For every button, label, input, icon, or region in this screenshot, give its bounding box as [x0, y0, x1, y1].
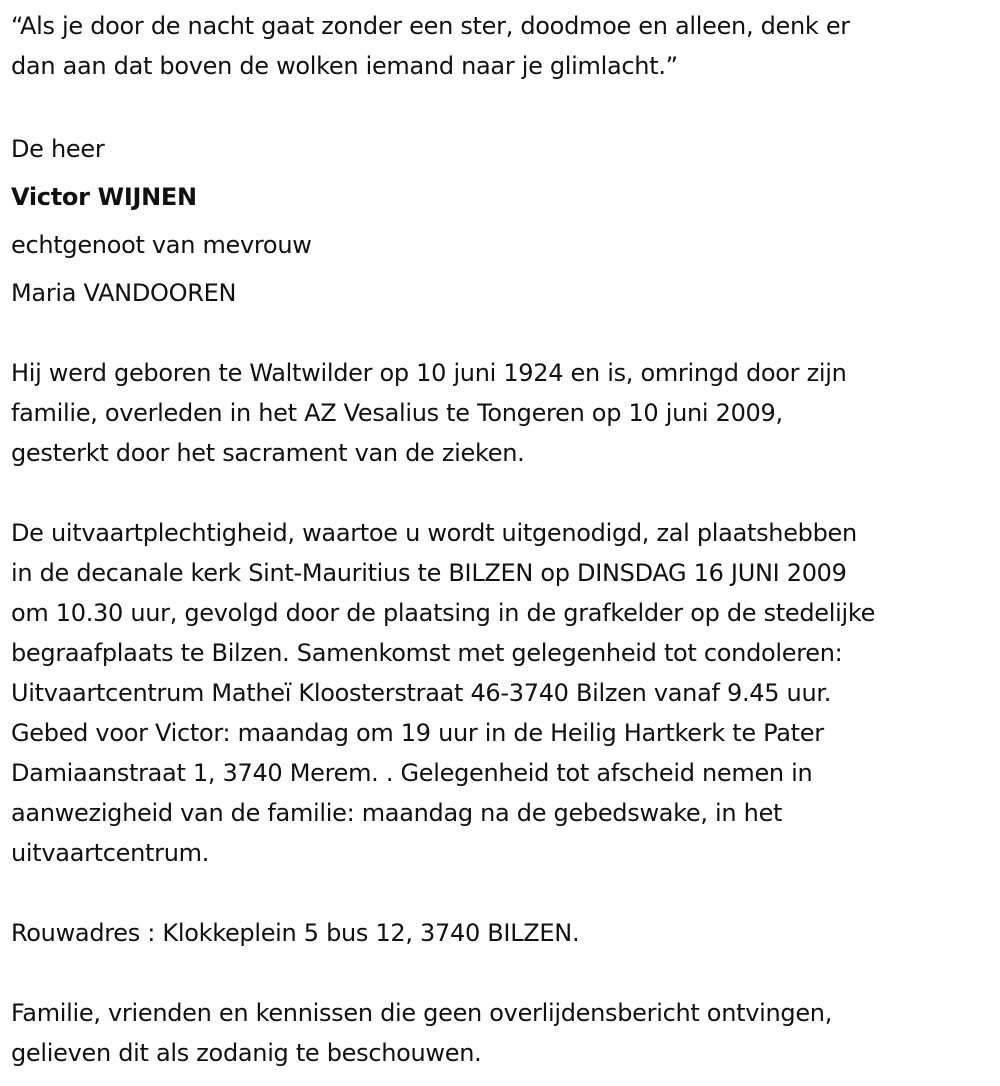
paragraph-line: De uitvaartplechtigheid, waartoe u wordt uitgenodigd, zal plaatshebben — [11, 519, 857, 547]
paragraph-line: gesterkt door het sacrament van de zieken. — [11, 439, 525, 467]
deceased-block — [11, 125, 995, 317]
paragraph-line: aanwezigheid van de familie: maandag na de gebedswake, in het — [11, 799, 783, 827]
quote-line: “Als je door de nacht gaat zonder een ster, doodmoe en alleen, denk er — [11, 12, 850, 40]
spacer — [11, 873, 995, 913]
spacer — [11, 317, 995, 353]
spacer — [11, 953, 995, 993]
closing-paragraph — [11, 993, 995, 1073]
paragraph-line: begraafplaats te Bilzen. Samenkomst met gelegenheid tot condoleren: — [11, 639, 843, 667]
opening-quote — [11, 6, 995, 86]
birth-death-paragraph — [11, 353, 995, 473]
paragraph-line: familie, overleden in het AZ Vesalius te Tongeren op 10 juni 2009, — [11, 399, 783, 427]
mourning-address — [11, 913, 995, 953]
paragraph-line: Gebed voor Victor: maandag om 19 uur in de Heilig Hartkerk te Pater — [11, 719, 824, 747]
paragraph-line: in de decanale kerk Sint-Mauritius te BILZEN op DINSDAG 16 JUNI 2009 — [11, 559, 847, 587]
deceased-name: Victor WIJNEN — [11, 183, 197, 211]
paragraph-line: Familie, vrienden en kennissen die geen overlijdensbericht ontvingen, — [11, 999, 833, 1027]
paragraph-line: Hij werd geboren te Waltwilder op 10 juni 1924 en is, omringd door zijn — [11, 359, 847, 387]
address-line: Rouwadres : Klokkeplein 5 bus 12, 3740 BILZEN. — [11, 919, 580, 947]
paragraph-line: Uitvaartcentrum Matheï Kloosterstraat 46-3740 Bilzen vanaf 9.45 uur. — [11, 679, 832, 707]
funeral-paragraph — [11, 513, 995, 873]
paragraph-line: uitvaartcentrum. — [11, 839, 210, 867]
spacer — [11, 473, 995, 513]
deceased-relation: echtgenoot van mevrouw — [11, 231, 312, 259]
obituary-document — [11, 6, 995, 1073]
paragraph-line: om 10.30 uur, gevolgd door de plaatsing in de grafkelder op de stedelijke — [11, 599, 876, 627]
paragraph-line: gelieven dit als zodanig te beschouwen. — [11, 1039, 482, 1067]
quote-line: dan aan dat boven de wolken iemand naar je glimlacht.” — [11, 52, 678, 80]
paragraph-line: Damiaanstraat 1, 3740 Merem. . Gelegenheid tot afscheid nemen in — [11, 759, 813, 787]
spouse-name: Maria VANDOOREN — [11, 279, 237, 307]
spacer — [11, 86, 995, 125]
deceased-title: De heer — [11, 135, 105, 163]
